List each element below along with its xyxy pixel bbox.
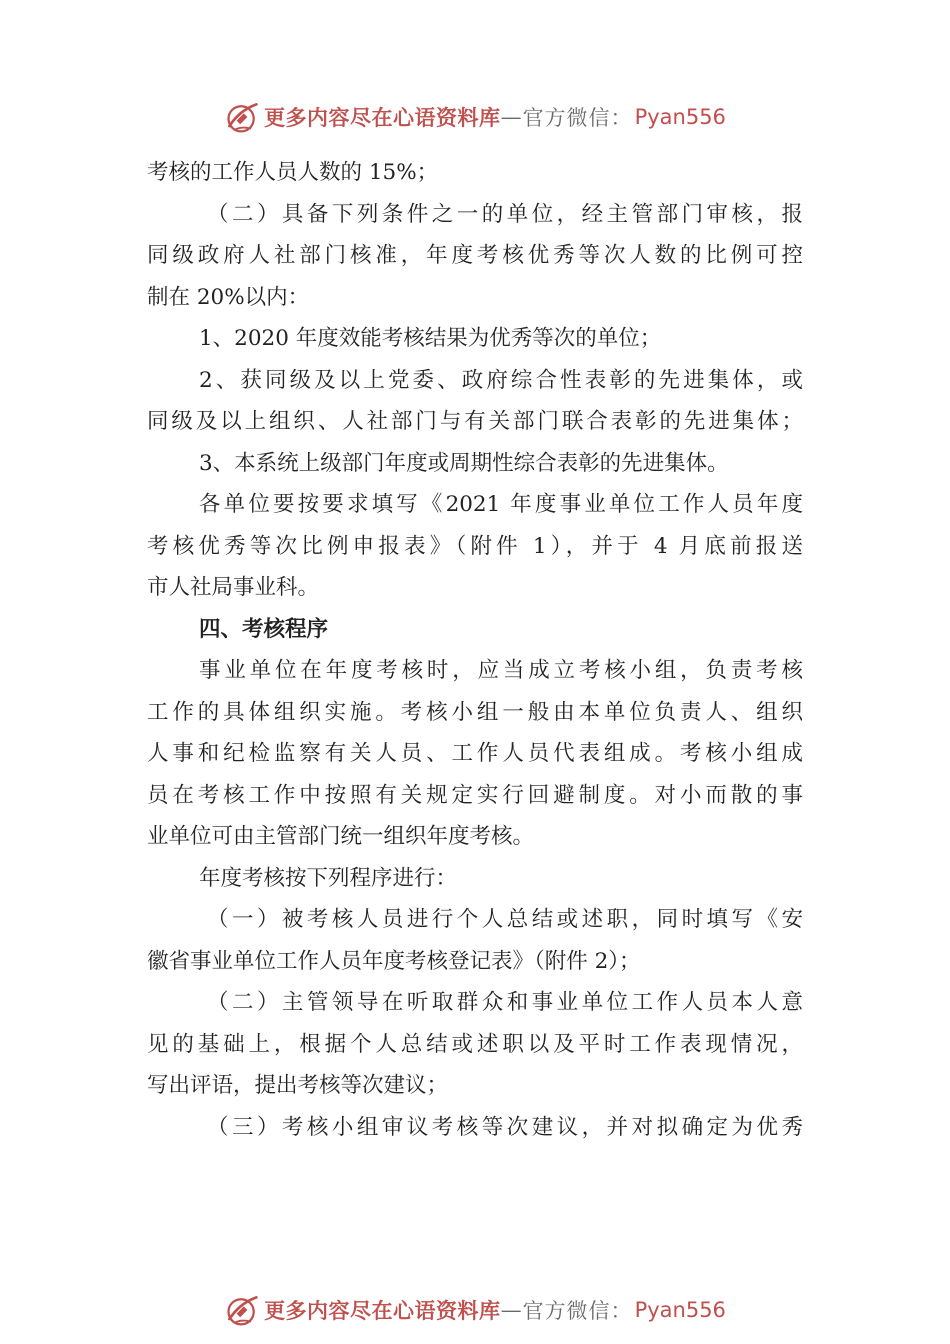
paragraph-line: （一）被考核人员进行个人总结或述职，同时填写《安 — [207, 907, 803, 932]
paragraph-line: 人事和纪检监察有关人员、工作人员代表组成。考核小组成 — [147, 741, 803, 766]
paragraph-line: 同级政府人社部门核准，年度考核优秀等次人数的比例可控 — [147, 243, 803, 268]
paragraph-line: 员在考核工作中按照有关规定实行回避制度。对小而散的事 — [147, 782, 803, 808]
brush-logo-icon — [224, 99, 260, 135]
paragraph-line: 考核优秀等次比例申报表》（附件 1），并于 4 月底前报送 — [147, 533, 803, 559]
watermark-wechat-id: Pyan556 — [634, 1298, 726, 1322]
paragraph-line: 工作的具体组织实施。考核小组一般由本单位负责人、组织 — [147, 699, 803, 725]
watermark-dash: — — [500, 1298, 523, 1322]
watermark-brand-text: 更多内容尽在心语资料库 — [264, 1298, 501, 1323]
paragraph-line: 业单位可由主管部门统一组织年度考核。 — [147, 824, 535, 849]
paragraph-line: 写出评语，提出考核等次建议； — [147, 1073, 449, 1098]
brush-logo-icon — [224, 1292, 260, 1328]
paragraph-line: 市人社局事业科。 — [147, 575, 320, 600]
paragraph-line: 制在 20%以内： — [147, 284, 310, 310]
paragraph-line: （二）主管领导在听取群众和事业单位工作人员本人意 — [207, 990, 803, 1015]
watermark-official-label: 官方微信： — [522, 106, 633, 130]
paragraph-line: （二）具备下列条件之一的单位，经主管部门审核，报 — [207, 201, 803, 227]
paragraph-line: 年度考核按下列程序进行： — [199, 865, 458, 891]
paragraph-line: 见的基础上，根据个人总结或述职以及平时工作表现情况， — [147, 1031, 803, 1057]
document-body — [147, 152, 803, 1148]
paragraph-line: 3、本系统上级部门年度或周期性综合表彰的先进集体。 — [199, 450, 729, 476]
watermark-wechat-id: Pyan556 — [634, 105, 726, 129]
watermark-brand-text: 更多内容尽在心语资料库 — [264, 105, 501, 130]
paragraph-line: 同级及以上组织、人社部门与有关部门联合表彰的先进集体； — [147, 409, 803, 434]
paragraph-line: 2、获同级及以上党委、政府综合性表彰的先进集体，或 — [199, 367, 803, 393]
paragraph-line: 1、2020 年度效能考核结果为优秀等次的单位； — [199, 326, 662, 351]
watermark-official-label: 官方微信： — [522, 1299, 633, 1323]
watermark-dash: — — [500, 105, 523, 129]
paragraph-line: 徽省事业单位工作人员年度考核登记表》（附件 2）； — [147, 948, 641, 974]
paragraph-line: 事业单位在年度考核时，应当成立考核小组，负责考核 — [199, 658, 803, 683]
paragraph-line: 考核的工作人员人数的 15%； — [147, 160, 439, 185]
paragraph-line: （三）考核小组审议考核等次建议，并对拟确定为优秀 — [207, 1114, 803, 1140]
paragraph-line: 各单位要按要求填写《2021 年度事业单位工作人员年度 — [199, 492, 803, 517]
section-heading: 四、考核程序 — [199, 616, 329, 642]
header-watermark — [0, 97, 950, 137]
footer-watermark — [0, 1290, 950, 1330]
